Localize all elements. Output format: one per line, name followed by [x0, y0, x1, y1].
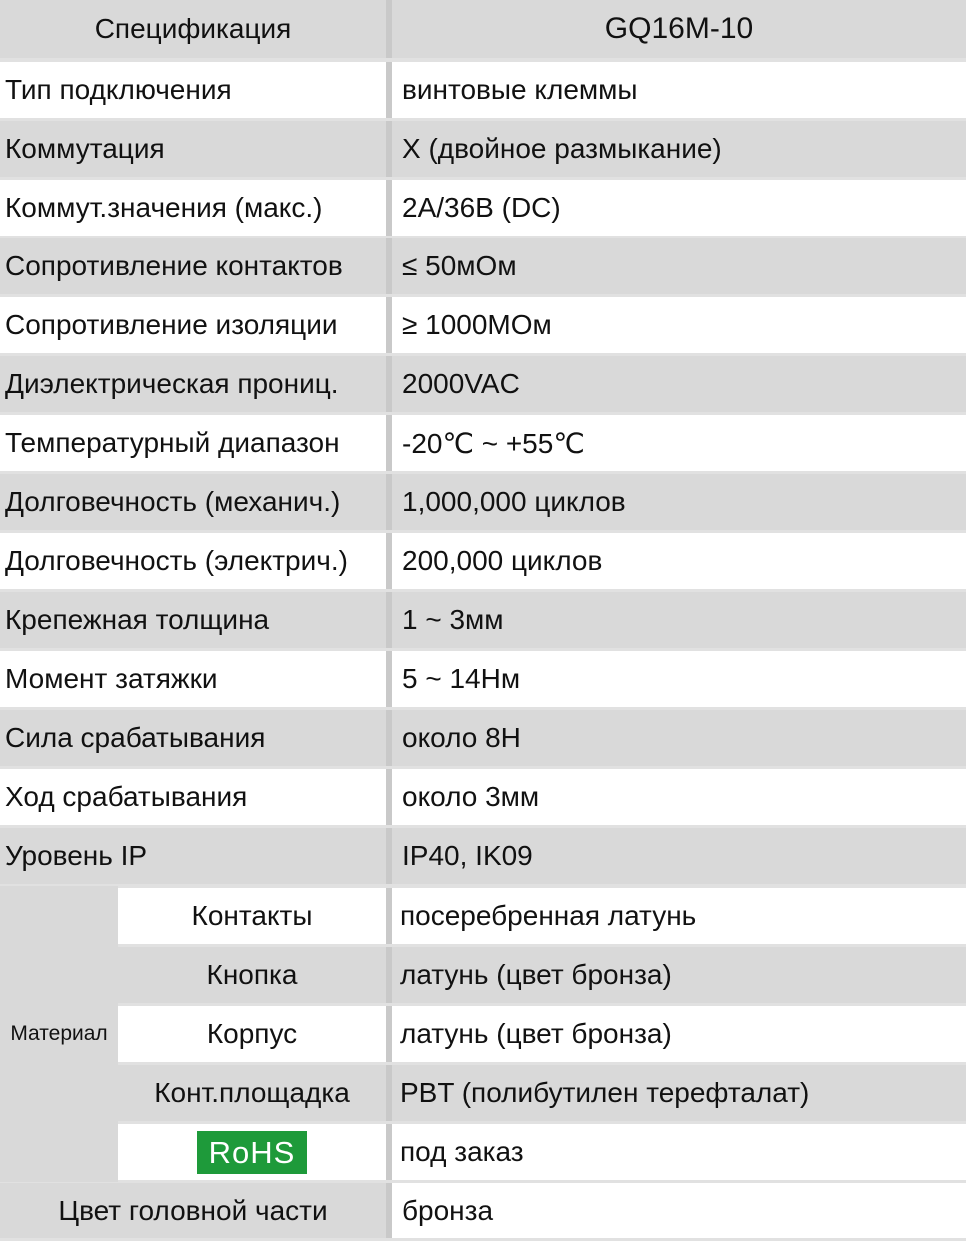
material-group-label: Материал — [0, 886, 118, 1182]
table-row — [0, 592, 966, 648]
row-value: -20℃ ~ +55℃ — [402, 427, 585, 459]
material-item-value: латунь (цвет бронза) — [400, 1018, 672, 1049]
row-label: Уровень IP — [5, 840, 148, 871]
row-label: Коммутация — [5, 133, 165, 164]
row-label: Долговечность (электрич.) — [5, 545, 348, 576]
row-value: 1,000,000 циклов — [402, 486, 626, 517]
table-row — [0, 828, 966, 884]
header-model: GQ16M-10 — [604, 12, 754, 45]
material-row — [118, 888, 966, 944]
row-value: около 8Н — [402, 722, 521, 753]
row-label: Сопротивление изоляции — [5, 309, 338, 340]
table-row — [0, 297, 966, 353]
row-value: ≤ 50мОм — [402, 250, 517, 281]
row-label: Коммут.значения (макс.) — [5, 192, 323, 223]
row-label: Тип подключения — [5, 74, 232, 105]
material-row-rohs — [118, 1124, 966, 1180]
table-row — [0, 356, 966, 412]
row-value: 200,000 циклов — [402, 545, 603, 576]
table-row — [0, 651, 966, 707]
row-value: X (двойное размыкание) — [402, 133, 722, 164]
rohs-cell — [118, 1124, 386, 1180]
row-value: около 3мм — [402, 781, 540, 812]
table-row — [0, 62, 966, 118]
row-label: Сопротивление контактов — [5, 250, 343, 281]
table-row — [0, 180, 966, 236]
row-value: 2000VAC — [402, 368, 520, 399]
material-item-value: латунь (цвет бронза) — [400, 959, 672, 990]
material-item-value: PBT (полибутилен терефталат) — [400, 1077, 810, 1108]
row-label: Диэлектрическая прониц. — [5, 368, 339, 399]
table-row — [0, 238, 966, 294]
header-spec: Спецификация — [94, 13, 292, 44]
row-value: IP40, IK09 — [402, 840, 533, 871]
row-label: Долговечность (механич.) — [5, 486, 341, 517]
row-label: Цвет головной части — [58, 1195, 328, 1226]
table-row — [0, 415, 966, 471]
row-value: 2A/36B (DC) — [402, 192, 561, 223]
row-label: Момент затяжки — [5, 663, 218, 694]
table-row — [0, 474, 966, 530]
row-label: Крепежная толщина — [5, 604, 270, 635]
material-row — [118, 1065, 966, 1121]
row-value: ≥ 1000МОм — [402, 309, 552, 340]
row-label: Ход срабатывания — [5, 781, 248, 812]
table-header — [0, 0, 966, 58]
row-value: 5 ~ 14Нм — [402, 663, 521, 694]
rohs-value: под заказ — [400, 1136, 524, 1167]
row-value: 1 ~ 3мм — [402, 604, 504, 635]
table-row — [0, 710, 966, 766]
row-value: бронза — [392, 1183, 966, 1239]
table-row — [0, 121, 966, 177]
row-label: Сила срабатывания — [5, 722, 266, 753]
material-item-label: Конт.площадка — [154, 1077, 350, 1108]
material-item-label: Контакты — [191, 900, 313, 931]
row-label: Температурный диапазон — [5, 427, 340, 458]
table-row — [0, 533, 966, 589]
table-row-head-color — [0, 1183, 966, 1239]
table-row — [0, 769, 966, 825]
material-item-label: Кнопка — [206, 959, 298, 990]
row-value: винтовые клеммы — [402, 74, 638, 105]
rohs-badge: RoHS — [197, 1131, 308, 1174]
material-row — [118, 947, 966, 1003]
material-row — [118, 1006, 966, 1062]
material-item-value: посеребренная латунь — [400, 900, 697, 931]
material-item-label: Корпус — [206, 1018, 298, 1049]
